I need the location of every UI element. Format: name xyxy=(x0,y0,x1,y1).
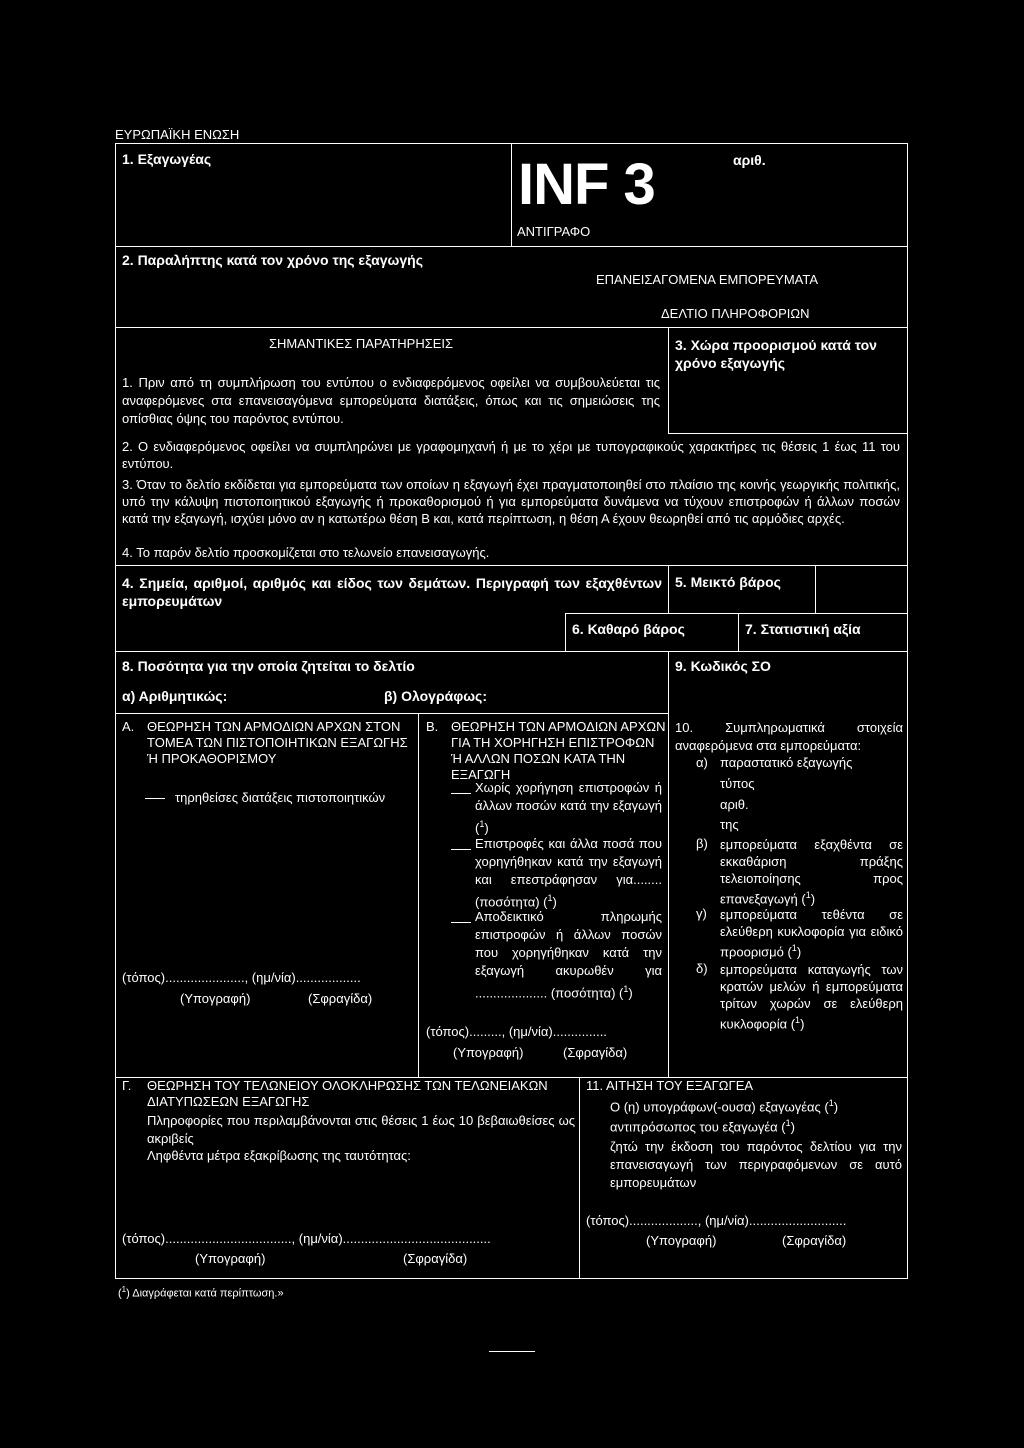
note-4: 4. Το παρόν δελτίο προσκομίζεται στο τελωνείο επανεισαγωγής. xyxy=(122,545,490,560)
divider xyxy=(668,433,908,434)
note-3: 3. Όταν το δελτίο εκδίδεται για εμπορεύματα των οποίων η εξαγωγή έχει πραγματοποιηθεί στο πλαίσιο της κοινής γεωργικής πολιτικής, υπό την κάλυψη πιστοποιητικού εξαγωγής ή προκαθορισμού ή για εμπορεύματα δυνάμενα να τύχουν επιστροφών ή άλλων ποσών κατά την εξαγωγή, ισχύει μόνο αν η κατωτέρω θέση Β και, κατά περίπτωση, η θέση Α έχουν θεωρηθεί από τις αρμόδιες αρχές. xyxy=(122,477,900,526)
divider xyxy=(668,327,669,433)
section-c-place-date: (τόπος)..................................., (ημ/νία)......................................... xyxy=(122,1231,491,1246)
divider xyxy=(115,565,908,566)
box-9-hs-code-label: 9. Κωδικός ΣΟ xyxy=(675,658,771,674)
box-10-label: 10. Συμπληρωματικά στοιχεία αναφερόμενα στα εμπορεύματα: xyxy=(675,720,903,753)
section-c-signature: (Υπογραφή) xyxy=(195,1251,266,1266)
box-10-a-type: τύπος xyxy=(720,776,755,791)
form-title: ΕΠΑΝΕΙΣΑΓΟΜΕΝΑ ΕΜΠΟΡΕΥΜΑΤΑ xyxy=(596,272,819,287)
box-10-a-letter: α) xyxy=(696,755,708,770)
divider xyxy=(115,246,908,247)
divider xyxy=(115,651,908,652)
box-10-c-text: εμπορεύματα τεθέντα σε ελεύθερη κυκλοφορία για ειδικό προορισμό ($^1$) xyxy=(720,907,903,960)
box-6-net-weight-label: 6. Καθαρό βάρος xyxy=(572,621,685,637)
divider xyxy=(668,565,669,613)
box-10-c-letter: γ) xyxy=(696,906,707,921)
section-b-title: ΘΕΩΡΗΣΗ ΤΩΝ ΑΡΜΟΔΙΩΝ ΑΡΧΩΝ ΓΙΑ ΤΗ ΧΟΡΗΓΗΣΗ ΕΠΙΣΤΡΟΦΩΝ Ή ΑΛΛΩΝ ΠΟΣΩΝ ΚΑΤΑ ΤΗΝ ΕΞΑΓΩΓΗ xyxy=(451,719,666,782)
divider xyxy=(738,613,739,651)
divider xyxy=(668,651,669,1077)
section-b-item-3: Αποδεικτικό πληρωμής επιστροφών ή άλλων ποσών που χορηγήθηκαν κατά την εξαγωγή ακυρωθέν για .................... (ποσότητα) ($^1$) xyxy=(475,909,662,1001)
section-a-stamp: (Σφραγίδα) xyxy=(308,991,373,1006)
end-separator xyxy=(489,1351,535,1352)
box-11-line-2: αντιπρόσωπος του εξαγωγέα ($^1$) xyxy=(610,1118,795,1135)
notes-heading: ΣΗΜΑΝΤΙΚΕΣ ΠΑΡΑΤΗΡΗΣΕΙΣ xyxy=(269,336,454,351)
dash-icon xyxy=(451,841,473,856)
divider xyxy=(511,143,512,246)
footnote: ($^1$) Διαγράφεται κατά περίπτωση.» xyxy=(118,1285,284,1300)
section-c-text-2: Ληφθέντα μέτρα εξακρίβωσης της ταυτότητας: xyxy=(147,1148,411,1163)
form-left-border xyxy=(115,143,116,1278)
copy-label: ΑΝΤΙΓΡΑΦΟ xyxy=(517,224,591,239)
union-label: ΕΥΡΩΠΑΪΚΗ ΕΝΩΣΗ xyxy=(115,127,240,142)
box-8-quantity-label: 8. Ποσότητα για την οποία ζητείται το δελτίο xyxy=(122,658,415,674)
section-b-place-date: (τόπος)........., (ημ/νία)............... xyxy=(426,1024,607,1039)
box-10-d-text: εμπορεύματα καταγωγής των κρατών μελών ή εμπορεύματα τρίτων χωρών σε ελεύθερη κυκλοφορία ($^1$) xyxy=(720,962,903,1032)
box-11-line-1: Ο (η) υπογράφων(-ουσα) εξαγωγέας ($^1$) xyxy=(610,1098,839,1115)
section-c-stamp: (Σφραγίδα) xyxy=(403,1251,468,1266)
section-a-letter: Α. xyxy=(122,719,135,734)
box-7-statistical-value-label: 7. Στατιστική αξία xyxy=(745,621,861,637)
section-a-place-date: (τόπος)......................, (ημ/νία).................. xyxy=(122,970,361,985)
section-a-item-text: τηρηθείσες διατάξεις πιστοποιητικών xyxy=(175,790,386,805)
divider xyxy=(565,613,566,651)
section-c-letter: Γ. xyxy=(122,1078,132,1093)
section-b-item-1: Χωρίς χορήγηση επιστροφών ή άλλων ποσών κατά την εξαγωγή ($^1$) xyxy=(475,780,662,836)
box-10-b-letter: β) xyxy=(696,836,708,851)
note-2: 2. Ο ενδιαφερόμενος οφείλει να συμπληρώνει με γραφομηχανή ή με το χέρι με τυπογραφικούς χαρακτήρες τις θέσεις 1 έως 11 του εντύπου. xyxy=(122,439,900,471)
divider xyxy=(565,613,908,614)
box-11-signature: (Υπογραφή) xyxy=(646,1233,717,1248)
section-a-title: ΘΕΩΡΗΣΗ ΤΩΝ ΑΡΜΟΔΙΩΝ ΑΡΧΩΝ ΣΤΟΝ ΤΟΜΕΑ ΤΩΝ ΠΙΣΤΟΠΟΙΗΤΙΚΩΝ ΕΞΑΓΩΓΗΣ Ή ΠΡΟΚΑΘΟΡΙΣΜΟΥ xyxy=(147,719,408,766)
divider xyxy=(579,1077,580,1278)
number-label: αριθ. xyxy=(733,152,766,168)
box-4-packages-label: 4. Σημεία, αριθμοί, αριθμός και είδος των δεμάτων. Περιγραφή των εξαχθέντων εμπορευμάτων xyxy=(122,575,662,609)
section-a-item xyxy=(145,790,385,805)
form-subtitle: ΔΕΛΤΙΟ ΠΛΗΡΟΦΟΡΙΩΝ xyxy=(661,306,810,321)
form-right-border xyxy=(907,143,908,1278)
section-c-title: ΘΕΩΡΗΣΗ ΤΟΥ ΤΕΛΩΝΕΙΟΥ ΟΛΟΚΛΗΡΩΣΗΣ ΤΩΝ ΤΕΛΩΝΕΙΑΚΩΝ ΔΙΑΤΥΠΩΣΕΩΝ ΕΞΑΓΩΓΗΣ xyxy=(147,1078,548,1109)
box-10-a-number: αριθ. xyxy=(720,797,749,812)
box-10-a-text: παραστατικό εξαγωγής xyxy=(720,755,853,770)
dash-icon xyxy=(451,914,473,929)
section-b-item-2: Επιστροφές και άλλα ποσά που χορηγήθηκαν κατά την εξαγωγή και επεστράφησαν για........ (ποσότητα) ($^1$) xyxy=(475,836,662,910)
box-10-b-text: εμπορεύματα εξαχθέντα σε εκκαθάριση πράξης τελειοποίησης προς επανεξαγωγή ($^1$) xyxy=(720,837,903,907)
quantity-in-words-label: β) Ολογράφως: xyxy=(384,688,487,704)
box-11-label: 11. ΑΙΤΗΣΗ ΤΟΥ ΕΞΑΓΩΓΕΑ xyxy=(586,1078,754,1093)
section-b-letter: Β. xyxy=(426,719,439,734)
form-bottom-border xyxy=(115,1278,908,1279)
section-b-stamp: (Σφραγίδα) xyxy=(563,1045,628,1060)
section-c-text-1: Πληροφορίες που περιλαμβάνονται στις θέσεις 1 έως 10 βεβαιωθείσες ως ακριβείς xyxy=(147,1113,575,1146)
quantity-in-figures-label: α) Αριθμητικώς: xyxy=(122,688,228,704)
box-11-stamp: (Σφραγίδα) xyxy=(782,1233,847,1248)
section-a-signature: (Υπογραφή) xyxy=(180,991,251,1006)
divider xyxy=(815,565,816,613)
dash-icon xyxy=(451,785,473,800)
section-b-signature: (Υπογραφή) xyxy=(453,1045,524,1060)
box-3-destination-label: 3. Χώρα προορισμού κατά τον χρόνο εξαγωγής xyxy=(675,337,877,371)
box-5-gross-weight-label: 5. Μεικτό βάρος xyxy=(675,574,781,590)
divider xyxy=(115,327,908,328)
dash-icon xyxy=(145,798,169,799)
box-1-exporter-label: 1. Εξαγωγέας xyxy=(122,151,212,167)
divider xyxy=(115,713,668,714)
box-11-place-date: (τόπος)..................., (ημ/νία)........................... xyxy=(586,1213,847,1228)
box-2-consignee-label: 2. Παραλήπτης κατά τον χρόνο της εξαγωγής xyxy=(122,252,423,268)
form-code: INF 3 xyxy=(518,152,655,217)
note-1: 1. Πριν από τη συμπλήρωση του εντύπου ο ενδιαφερόμενος οφείλει να συμβουλεύεται τις αναφερόμενες στα επανεισαγόμενα εμπορεύματα διατάξεις, όπως και τις σημειώσεις της οπίσθιας όψης του παρόντος εντύπου. xyxy=(122,375,660,426)
box-10-a-date: της xyxy=(720,817,739,832)
box-11-request-text: ζητώ την έκδοση του παρόντος δελτίου για την επανεισαγωγή των περιγραφόμενων σε αυτό εμπορευμάτων xyxy=(610,1139,902,1190)
divider xyxy=(418,713,419,1077)
box-10-d-letter: δ) xyxy=(696,961,708,976)
